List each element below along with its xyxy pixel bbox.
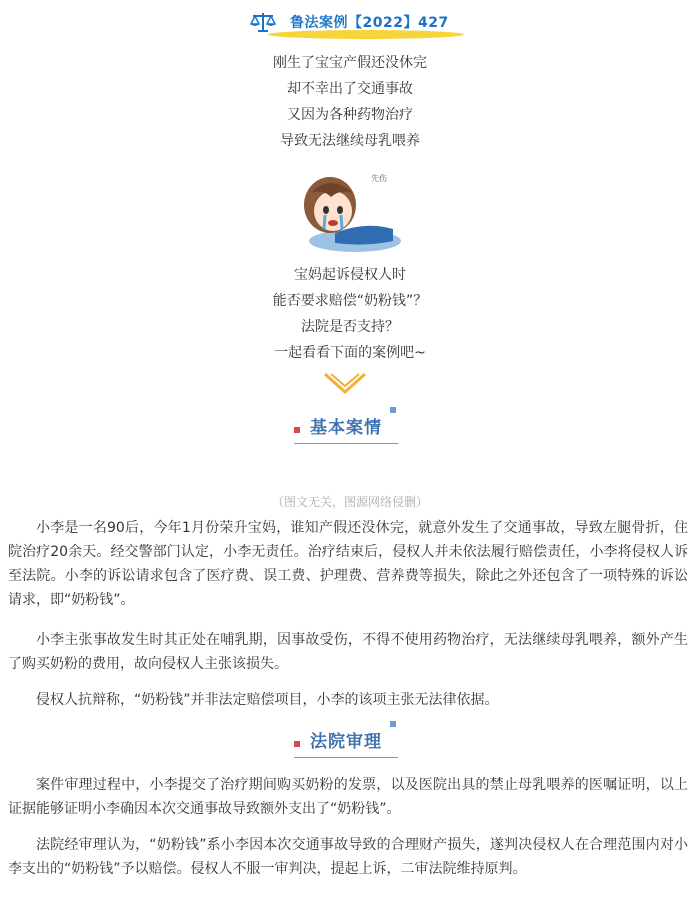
intro-lines: [0, 50, 700, 154]
header-title: 鲁法案例【2022】427: [290, 15, 449, 31]
heading-decor-square: [390, 407, 396, 413]
scale-icon: [250, 10, 276, 34]
section-title: 法院审理: [310, 732, 382, 752]
question-line: 法院是否支持？: [301, 319, 399, 335]
heading-decor-square: [390, 721, 396, 727]
paragraph: 小李主张事故发生时其正处在哺乳期，因事故受伤，不得不使用药物治疗，无法继续母乳喂养，额外产生了购买奶粉的费用，故向侵权人主张该损失。: [8, 632, 688, 672]
intro-line: 却不幸出了交通事故: [287, 81, 413, 97]
question-line: 能否要求赔偿“奶粉钱”？: [272, 293, 428, 309]
image-caption: （图文无关，图源网络侵删）: [271, 495, 428, 509]
intro-line: 刚生了宝宝产假还没休完: [273, 55, 427, 71]
paragraph: 法院经审理认为，“奶粉钱”系小李因本次交通事故导致的合理财产损失，遂判决侵权人在合理范围内对小李支出的“奶粉钱”予以赔偿。侵权人不服一审判决，提起上诉，二审法院维持原判。: [8, 837, 688, 877]
section-title: 基本案情: [310, 418, 382, 438]
question-lines: [0, 262, 700, 366]
crying-mom-illustration: [295, 163, 405, 258]
intro-line: 导致无法继续母乳喂养: [280, 133, 420, 149]
paragraph: 小李是一名90后，今年1月份荣升宝妈，谁知产假还没休完，就意外发生了交通事故，导致左腿骨折，住院治疗20余天。经交警部门认定，小李无责任。治疗结束后，侵权人并未依法履行赔偿责任，小李将侵权人诉至法院。小李的诉讼请求包含了医疗费、误工费、护理费、营养费等损失，除此之外还包含了一项特殊的诉讼请求，即“奶粉钱”。: [8, 520, 688, 608]
heading-underline: [294, 443, 398, 444]
paragraph: 侵权人抗辩称，“奶粉钱”并非法定赔偿项目，小李的该项主张无法律依据。: [36, 692, 499, 708]
question-line: 一起看看下面的案例吧~: [274, 345, 426, 361]
chevron-down-icon: [323, 372, 367, 396]
heading-underline: [294, 757, 398, 758]
section-heading-basic: [0, 407, 700, 447]
paragraph: 案件审理过程中，小李提交了治疗期间购买奶粉的发票，以及医院出具的禁止母乳喂养的医嘱证明，以上证据能够证明小李确因本次交通事故导致额外支出了“奶粉钱”。: [8, 777, 688, 817]
heading-decor-square: [294, 741, 300, 747]
question-line: 宝妈起诉侵权人时: [294, 267, 406, 283]
section-heading-court: [0, 721, 700, 761]
intro-line: 又因为各种药物治疗: [287, 107, 413, 123]
article-header: [0, 8, 700, 38]
heading-decor-square: [294, 427, 300, 433]
cartoon-text: 先伤: [371, 174, 387, 183]
